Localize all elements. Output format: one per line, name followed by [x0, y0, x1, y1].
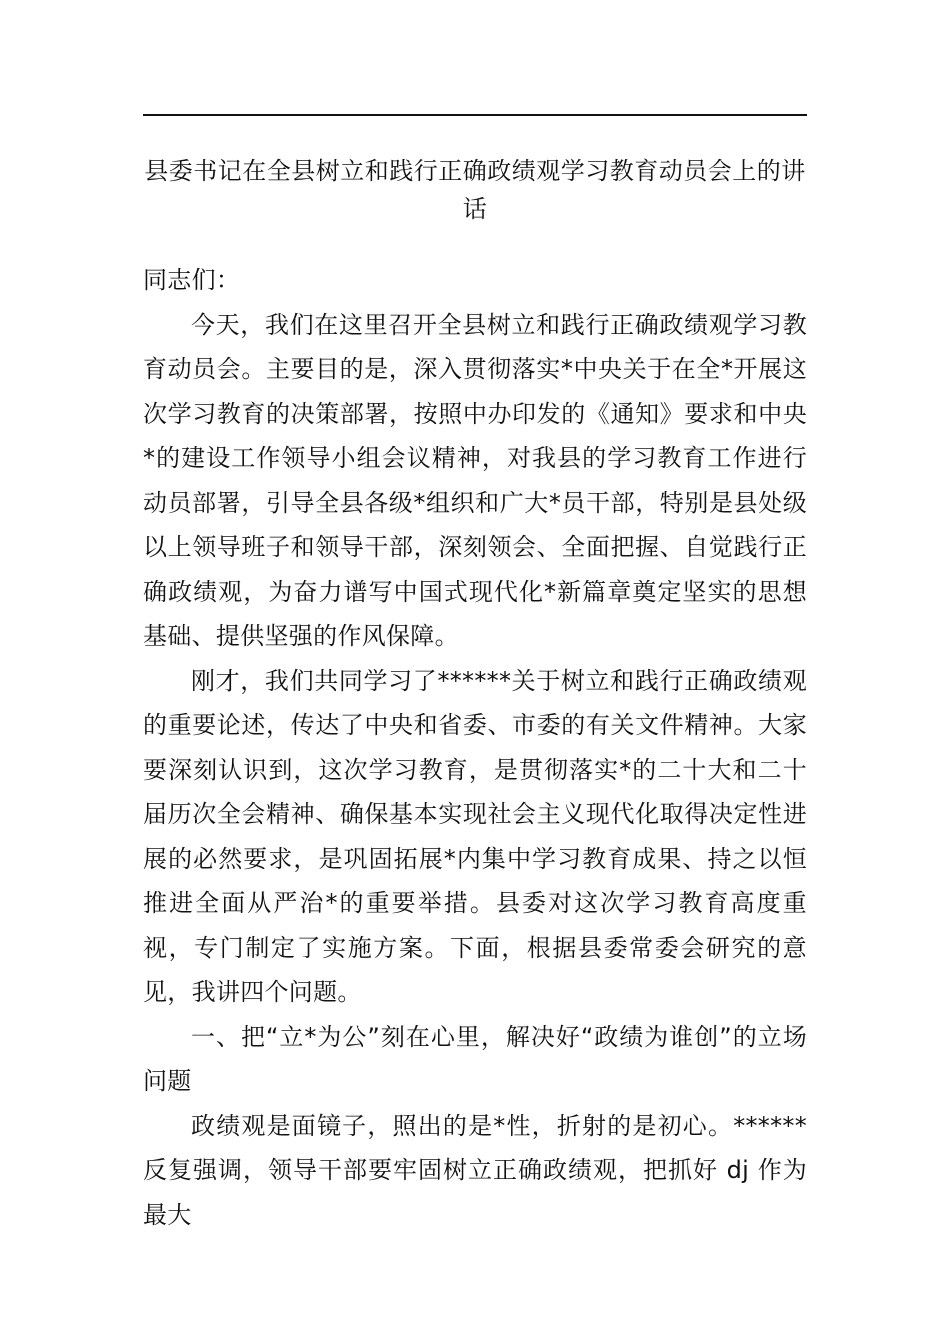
document-title: 县委书记在全县树立和践行正确政绩观学习教育动员会上的讲话: [144, 157, 806, 223]
salutation: 同志们：: [143, 266, 241, 294]
paragraph-section-one: 政绩观是面镜子，照出的是*性，折射的是初心。******反复强调，领导干部要牢固树立正确政绩观，把抓好 dj 作为最大: [143, 1111, 807, 1229]
paragraph-opening: 今天，我们在这里召开全县树立和践行正确政绩观学习教育动员会。主要目的是，深入贯彻落实*中央关于在全*开展这次学习教育的决策部署，按照中办印发的《通知》要求和中央*的建设工作领导小组会议精神，对我县的学习教育工作进行动员部署，引导全县各级*组织和广大*员干部，特别是县处级以上领导班子和领导干部，深刻领会、全面把握、自觉践行正确政绩观，为奋力谱写中国式现代化*新篇章奠定坚实的思想基础、提供坚强的作风保障。: [143, 310, 807, 650]
document-body: [143, 258, 807, 1237]
section-heading-one: 一、把“立*为公”刻在心里，解决好“政绩为谁创”的立场问题: [143, 1022, 807, 1095]
header-rule: [143, 114, 807, 116]
paragraph-context: 刚才，我们共同学习了******关于树立和践行正确政绩观的重要论述，传达了中央和省委、市委的有关文件精神。大家要深刻认识到，这次学习教育，是贯彻落实*的二十大和二十届历次全会精神、确保基本实现社会主义现代化取得决定性进展的必然要求，是巩固拓展*内集中学习教育成果、持之以恒推进全面从严治*的重要举措。县委对这次学习教育高度重视，专门制定了实施方案。下面，根据县委常委会研究的意见，我讲四个问题。: [143, 666, 807, 1006]
